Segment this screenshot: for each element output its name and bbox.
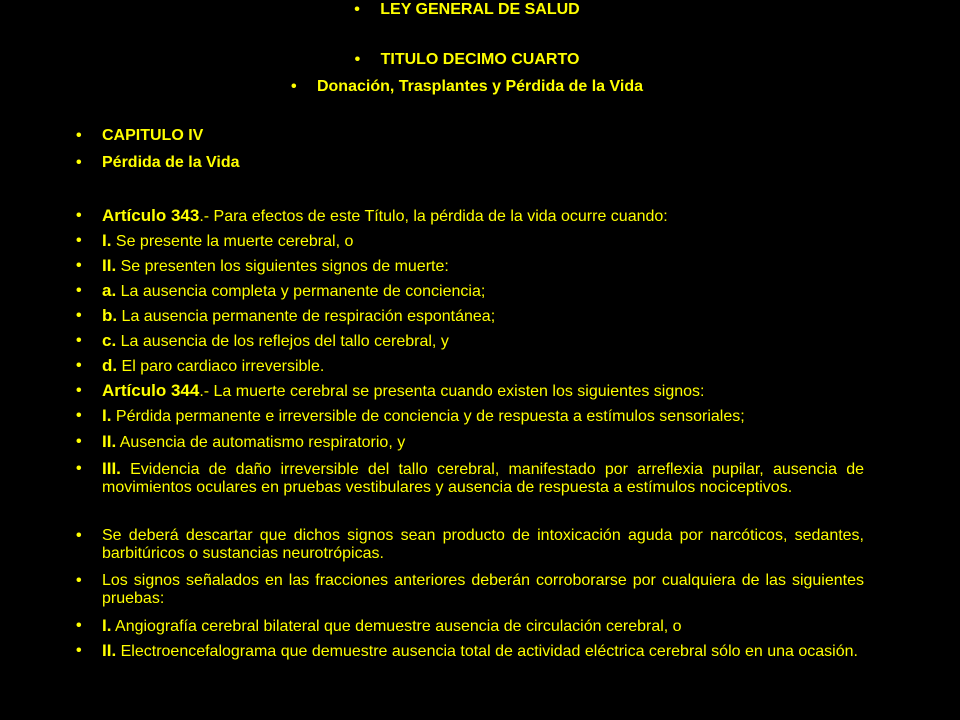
- list-item: • III. Evidencia de daño irreversible del tallo cerebral, manifestado por arreflexia pupilar, ausencia de movimientos oculares en pruebas vestibulares y ausencia de respuesta a estímulos nociceptivos.: [102, 460, 864, 497]
- list-item: • II. Se presenten los siguientes signos de muerte:: [102, 257, 864, 276]
- list-item: • I. Pérdida permanente e irreversible de conciencia y de respuesta a estímulos sensoriales;: [102, 407, 864, 426]
- chapter-name: • Pérdida de la Vida: [102, 154, 240, 172]
- title-name: • Donación, Trasplantes y Pérdida de la Vida: [0, 78, 960, 96]
- list-item: • Se deberá descartar que dichos signos sean producto de intoxicación aguda por narcóticos, sedantes, barbitúricos o sustancias neurotrópicas.: [102, 527, 864, 563]
- chapter-number: • CAPITULO IV: [102, 127, 203, 145]
- list-item: • b. La ausencia permanente de respiración espontánea;: [102, 307, 864, 326]
- list-item: • a. La ausencia completa y permanente de conciencia;: [102, 282, 864, 301]
- list-item: • II. Ausencia de automatismo respiratorio, y: [102, 433, 864, 452]
- list-item: • II. Electroencefalograma que demuestre ausencia total de actividad eléctrica cerebral sólo en una ocasión.: [102, 642, 864, 661]
- list-item: • Artículo 344.- La muerte cerebral se presenta cuando existen los siguientes signos:: [102, 382, 864, 401]
- list-item: • I. Se presente la muerte cerebral, o: [102, 232, 864, 251]
- list-item: • Los signos señalados en las fracciones anteriores deberán corroborarse por cualquiera de las siguientes pruebas:: [102, 572, 864, 608]
- list-item: • d. El paro cardiaco irreversible.: [102, 357, 864, 376]
- list-item: • Artículo 343.- Para efectos de este Título, la pérdida de la vida ocurre cuando:: [102, 207, 864, 226]
- title-number: • TITULO DECIMO CUARTO: [0, 51, 960, 69]
- list-item: • c. La ausencia de los reflejos del tallo cerebral, y: [102, 332, 864, 351]
- law-title: • LEY GENERAL DE SALUD: [0, 1, 960, 19]
- list-item: • I. Angiografía cerebral bilateral que demuestre ausencia de circulación cerebral, o: [102, 617, 864, 636]
